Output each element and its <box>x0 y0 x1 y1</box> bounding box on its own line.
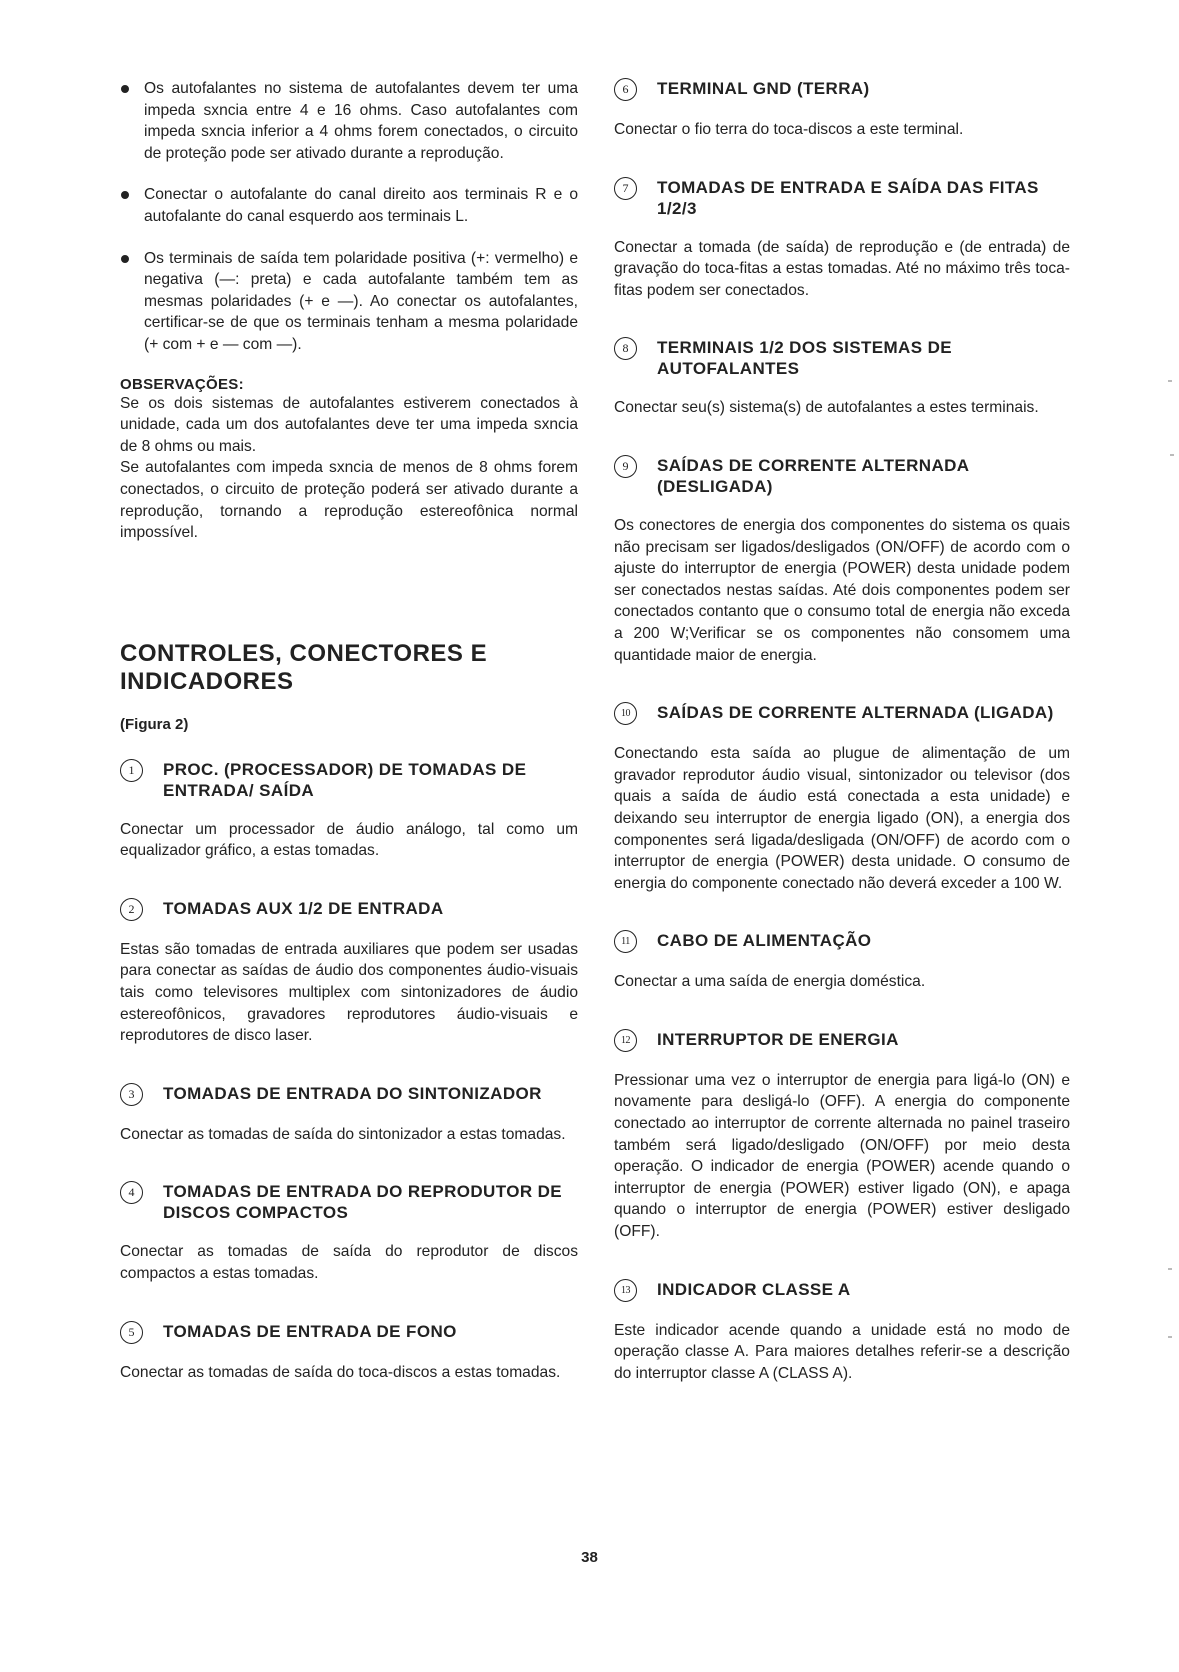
number-badge: 2 <box>120 898 143 921</box>
section-9 <box>614 455 1070 666</box>
section-6 <box>614 78 1070 141</box>
scan-mark <box>1168 1336 1172 1338</box>
section-title: TERMINAL GND (TERRA) <box>657 79 870 98</box>
list-item: Os terminais de saída tem polaridade positiva (+: vermelho) e negativa (—: preta) e cada autofalante também tem as mesmas polaridades (+ e —). Ao conectar os autofalantes, certificar-se de que os terminais tenham a mesma polaridade (+ com + e — com —). <box>120 248 578 356</box>
section-text: Conectar seu(s) sistema(s) de autofalantes a estes terminais. <box>614 399 1039 417</box>
section-13 <box>614 1279 1070 1385</box>
section-text: Estas são tomadas de entrada auxiliares que podem ser usadas para conectar as saídas de áudio dos componentes áudio-visuais tais como televisores multiplex com sintonizadores de áudio estereofônicos, gravadores reprodutores áudio-visuais e reprodutores de disco laser. <box>120 940 578 1045</box>
section-text: Conectar a tomada (de saída) de reprodução e (de entrada) de gravação do toca-fitas a estas tomadas. Até no máximo três toca-fitas podem ser conectados. <box>614 238 1070 299</box>
section-text: Conectar a uma saída de energia doméstica. <box>614 973 926 991</box>
section-12 <box>614 1029 1070 1243</box>
section-title: SAÍDAS DE CORRENTE ALTERNADA (DESLIGADA) <box>657 455 969 496</box>
number-badge: 8 <box>614 337 637 360</box>
section-4 <box>120 1181 578 1284</box>
number-badge: 7 <box>614 177 637 200</box>
section-text: Conectando esta saída ao plugue de alimentação de um gravador reprodutor áudio visual, sintonizador ou televisor (dos quais a saída de áudio está conectada a esta unidade) e deixando seu interruptor de energia ligado (ON), a energia dos componentes será ligada/desligada (ON/OFF) de acordo com o interruptor de energia (POWER) desta unidade. O consumo de energia do componente conectado não deverá exceder a 100 W. <box>614 745 1070 892</box>
section-7 <box>614 177 1070 302</box>
number-badge: 10 <box>614 702 637 725</box>
section-2 <box>120 898 578 1047</box>
page-number: 38 <box>581 1549 598 1566</box>
section-title: TERMINAIS 1/2 DOS SISTEMAS DE AUTOFALANTES <box>657 338 952 379</box>
section-title: TOMADAS AUX 1/2 DE ENTRADA <box>163 898 444 918</box>
section-text: Conectar um processador de áudio análogo, tal como um equalizador gráfico, a estas tomadas. <box>120 820 578 860</box>
observation-paragraph: Se autofalantes com impeda sxncia de menos de 8 ohms forem conectados, o circuito de proteção poderá ser ativado durante a reprodução, tornando a reprodução estereofônica normal impossível. <box>120 459 578 542</box>
section-title: TOMADAS DE ENTRADA DO SINTONIZADOR <box>163 1083 542 1103</box>
scan-mark <box>1168 380 1172 382</box>
number-badge: 12 <box>614 1029 637 1052</box>
section-text: Pressionar uma vez o interruptor de energia para ligá-lo (ON) e novamente para desligá-lo (OFF). A energia do componente conectado ao interruptor de corrente alternada no painel traseiro também será ligado/desligado (ON/OFF) por meio desta operação. O indicador de energia (POWER) acende quando o interruptor de energia (POWER) estiver ligado (ON), e apaga quando o interruptor de energia (POWER) estiver desligado (OFF). <box>614 1071 1070 1241</box>
observations-title: OBSERVAÇÕES: <box>120 375 244 393</box>
section-1 <box>120 759 578 862</box>
scan-mark <box>1168 1268 1172 1270</box>
section-title: TOMADAS DE ENTRADA DO REPRODUTOR DE DISCOS COMPACTOS <box>163 1182 563 1223</box>
number-badge: 4 <box>120 1181 143 1204</box>
observation-paragraph: Se os dois sistemas de autofalantes estiverem conectados à unidade, cada um dos autofalantes deve ter uma impeda sxncia de 8 ohms ou mais. <box>120 394 578 455</box>
scan-mark <box>1170 454 1174 456</box>
section-5 <box>120 1321 578 1384</box>
number-badge: 3 <box>120 1083 143 1106</box>
number-badge: 9 <box>614 455 637 478</box>
section-title: TOMADAS DE ENTRADA DE FONO <box>163 1321 457 1341</box>
section-8 <box>614 337 1070 419</box>
number-badge: 6 <box>614 78 637 101</box>
section-text: Este indicador acende quando a unidade está no modo de operação classe A. Para maiores detalhes referir-se a descrição do interruptor classe A (CLASS A). <box>614 1321 1070 1382</box>
section-title: SAÍDAS DE CORRENTE ALTERNADA (LIGADA) <box>657 703 1054 723</box>
number-badge: 5 <box>120 1321 143 1344</box>
page-title: CONTROLES, CONECTORES E INDICADORES <box>120 639 488 695</box>
section-title: CABO DE ALIMENTAÇÃO <box>657 931 872 951</box>
section-11 <box>614 930 1070 993</box>
section-text: Os conectores de energia dos componentes do sistema os quais não precisam ser ligados/desligados (ON/OFF) de acordo com o ajuste do interruptor de energia (POWER) desta unidade podem ser conectados nestas saídas. Até dois componentes podem ser conectados contanto que o consumo total de energia não exceda a 200 W;Verificar se os componentes não consomem uma quantidade maior de energia. <box>614 516 1070 664</box>
speaker-notes-list <box>120 78 578 356</box>
number-badge: 11 <box>614 930 637 953</box>
number-badge: 1 <box>120 759 143 782</box>
list-item: Os autofalantes no sistema de autofalantes devem ter uma impeda sxncia entre 4 e 16 ohms. Caso autofalantes com impeda sxncia inferior a 4 ohms forem conectados, o circuito de proteção pode ser ativado durante a reprodução. <box>120 78 578 164</box>
section-text: Conectar as tomadas de saída do reprodutor de discos compactos a estas tomadas. <box>120 1243 578 1283</box>
section-text: Conectar as tomadas de saída do sintonizador a estas tomadas. <box>120 1125 566 1143</box>
section-title: INDICADOR CLASSE A <box>657 1279 851 1299</box>
section-3 <box>120 1083 578 1146</box>
right-column <box>614 78 1070 1384</box>
number-badge: 13 <box>614 1279 637 1302</box>
section-text: Conectar o fio terra do toca-discos a este terminal. <box>614 121 964 138</box>
list-item: Conectar o autofalante do canal direito aos terminais R e o autofalante do canal esquerdo aos terminais L. <box>120 184 578 227</box>
figure-label: (Figura 2) <box>120 715 189 733</box>
section-text: Conectar as tomadas de saída do toca-discos a estas tomadas. <box>120 1363 561 1381</box>
section-10 <box>614 702 1070 894</box>
section-title: PROC. (PROCESSADOR) DE TOMADAS DE ENTRADA/ SAÍDA <box>163 759 527 800</box>
section-title: TOMADAS DE ENTRADA E SAÍDA DAS FITAS 1/2/3 <box>657 177 1039 218</box>
left-column <box>120 78 578 1419</box>
section-title: INTERRUPTOR DE ENERGIA <box>657 1029 899 1049</box>
